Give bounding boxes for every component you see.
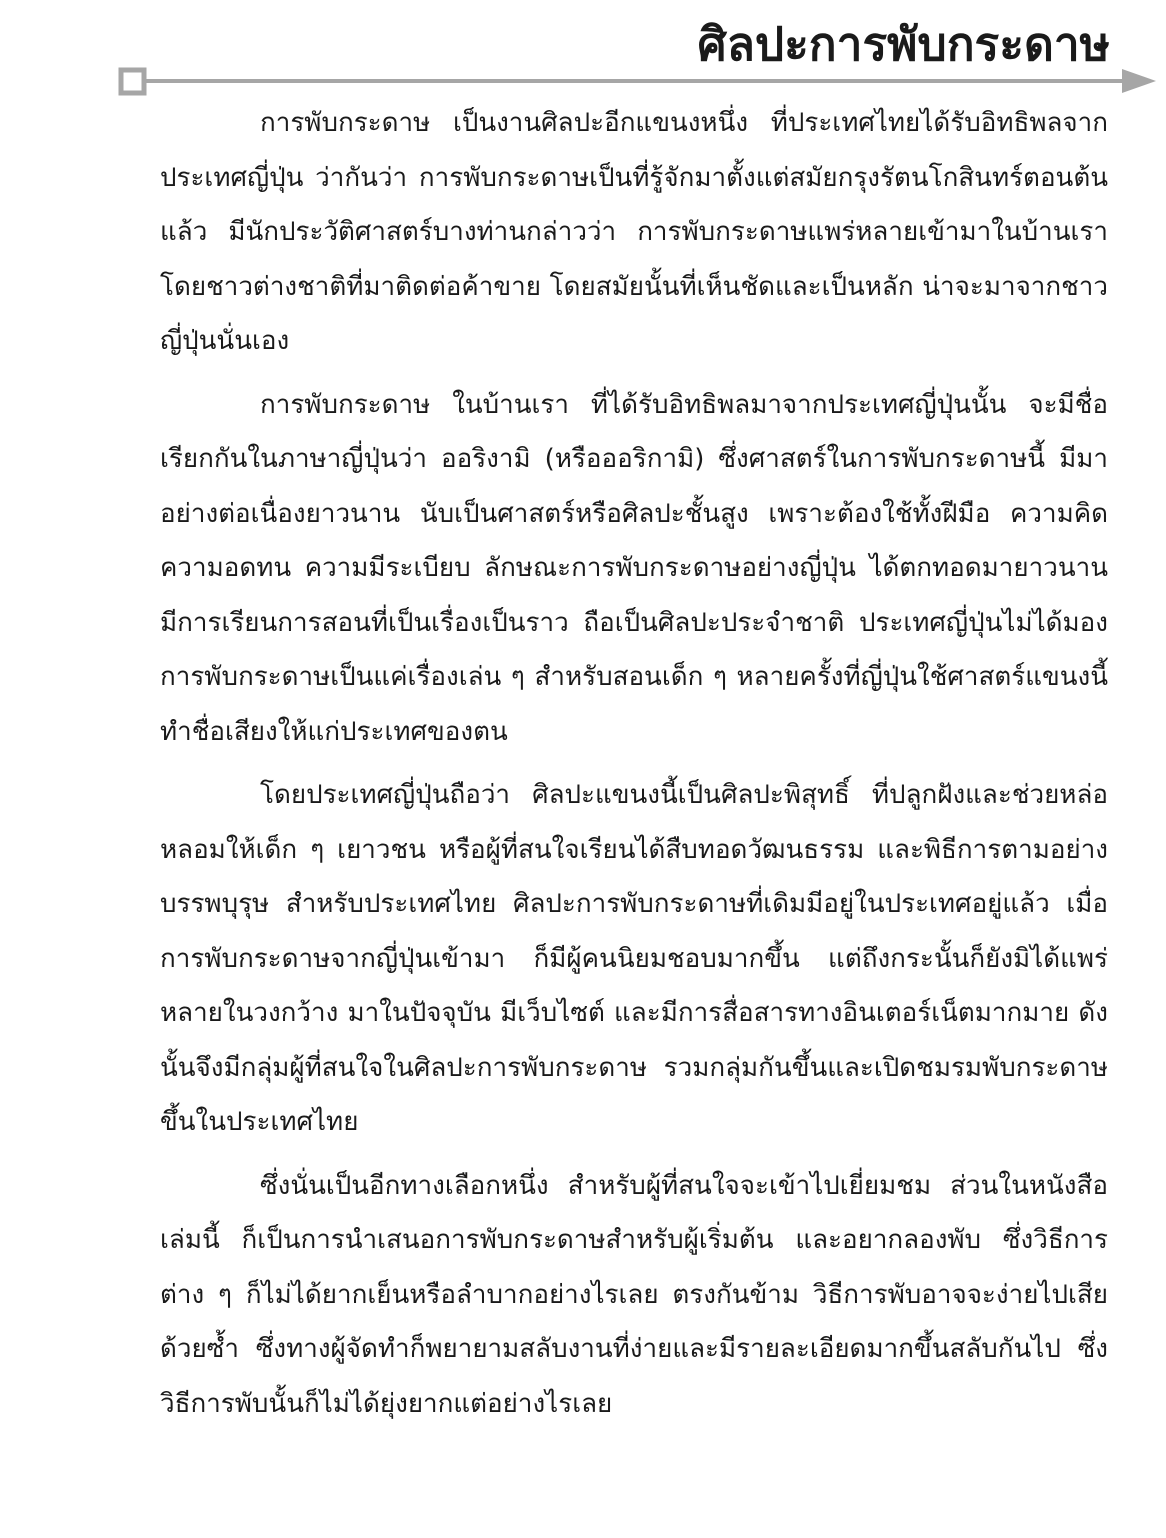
square-marker-icon (121, 70, 144, 93)
article-body (160, 96, 1108, 1431)
paragraph-4: ซึ่งนั่นเป็นอีกทางเลือกหนึ่ง สำหรับผู้ที่สนใจจะเข้าไปเยี่ยมชม ส่วนในหนังสือเล่มนี้ ก็เป็นการนำเสนอการพับกระดาษสำหรับผู้เริ่มต้น และอยากลองพับ ซึ่งวิธีการต่าง ๆ ก็ไม่ได้ยากเย็นหรือลำบากอย่างไรเลย ตรงกันข้าม วิธีการพับอาจจะง่ายไปเสียด้วยซ้ำ ซึ่งทางผู้จัดทำก็พยายามสลับงานที่ง่ายและมีรายละเอียดมากขึ้นสลับกันไป ซึ่งวิธีการพับนั้นก็ไม่ได้ยุ่งยากแต่อย่างไรเลย (160, 1170, 1108, 1419)
paragraph-1: การพับกระดาษ เป็นงานศิลปะอีกแขนงหนึ่ง ที่ประเทศไทยได้รับอิทธิพลจากประเทศญี่ปุ่น ว่ากันว่า การพับกระดาษเป็นที่รู้จักมาตั้งแต่สมัยกรุงรัตนโกสินทร์ตอนต้นแล้ว มีนักประวัติศาสตร์บางท่านกล่าวว่า การพับกระดาษแพร่หลายเข้ามาในบ้านเรา โดยชาวต่างชาติที่มาติดต่อค้าขาย โดยสมัยนั้นที่เห็นชัดและเป็นหลัก น่าจะมาจากชาวญี่ปุ่นนั่นเอง (160, 108, 1108, 356)
paragraph-3: โดยประเทศญี่ปุ่นถือว่า ศิลปะแขนงนี้เป็นศิลปะพิสุทธิ์ ที่ปลูกฝังและช่วยหล่อหลอมให้เด็ก ๆ เยาวชน หรือผู้ที่สนใจเรียนได้สืบทอดวัฒนธรรม และพิธีการตามอย่างบรรพบุรุษ สำหรับประเทศไทย ศิลปะการพับกระดาษที่เดิมมีอยู่ในประเทศอยู่แล้ว เมื่อการพับกระดาษจากญี่ปุ่นเข้ามา ก็มีผู้คนนิยมชอบมากขึ้น แต่ถึงกระนั้นก็ยังมิได้แพร่หลายในวงกว้าง มาในปัจจุบัน มีเว็บไซต์ และมีการสื่อสารทางอินเตอร์เน็ตมากมาย ดังนั้นจึงมีกลุ่มผู้ที่สนใจในศิลปะการพับกระดาษ รวมกลุ่มกันขึ้นและเปิดชมรมพับกระดาษขึ้นในประเทศไทย (160, 780, 1108, 1137)
page-header (0, 0, 1166, 100)
paragraph-2: การพับกระดาษ ในบ้านเรา ที่ได้รับอิทธิพลมาจากประเทศญี่ปุ่นนั้น จะมีชื่อเรียกกันในภาษาญี่ปุ่นว่า ออริงามิ (หรือออริกามิ) ซึ่งศาสตร์ในการพับกระดาษนี้ มีมาอย่างต่อเนื่องยาวนาน นับเป็นศาสตร์หรือศิลปะชั้นสูง เพราะต้องใช้ทั้งฝีมือ ความคิด ความอดทน ความมีระเบียบ ลักษณะการพับกระดาษอย่างญี่ปุ่น ได้ตกทอดมายาวนาน มีการเรียนการสอนที่เป็นเรื่องเป็นราว ถือเป็นศิลปะประจำชาติ ประเทศญี่ปุ่นไม่ได้มองการพับกระดาษเป็นแค่เรื่องเล่น ๆ สำหรับสอนเด็ก ๆ หลายครั้งที่ญี่ปุ่นใช้ศาสตร์แขนงนี้ ทำชื่อเสียงให้แก่ประเทศของตน (160, 389, 1108, 747)
page-title: ศิลปะการพับกระดาษ (697, 17, 1110, 71)
arrow-right-icon (1122, 69, 1156, 93)
